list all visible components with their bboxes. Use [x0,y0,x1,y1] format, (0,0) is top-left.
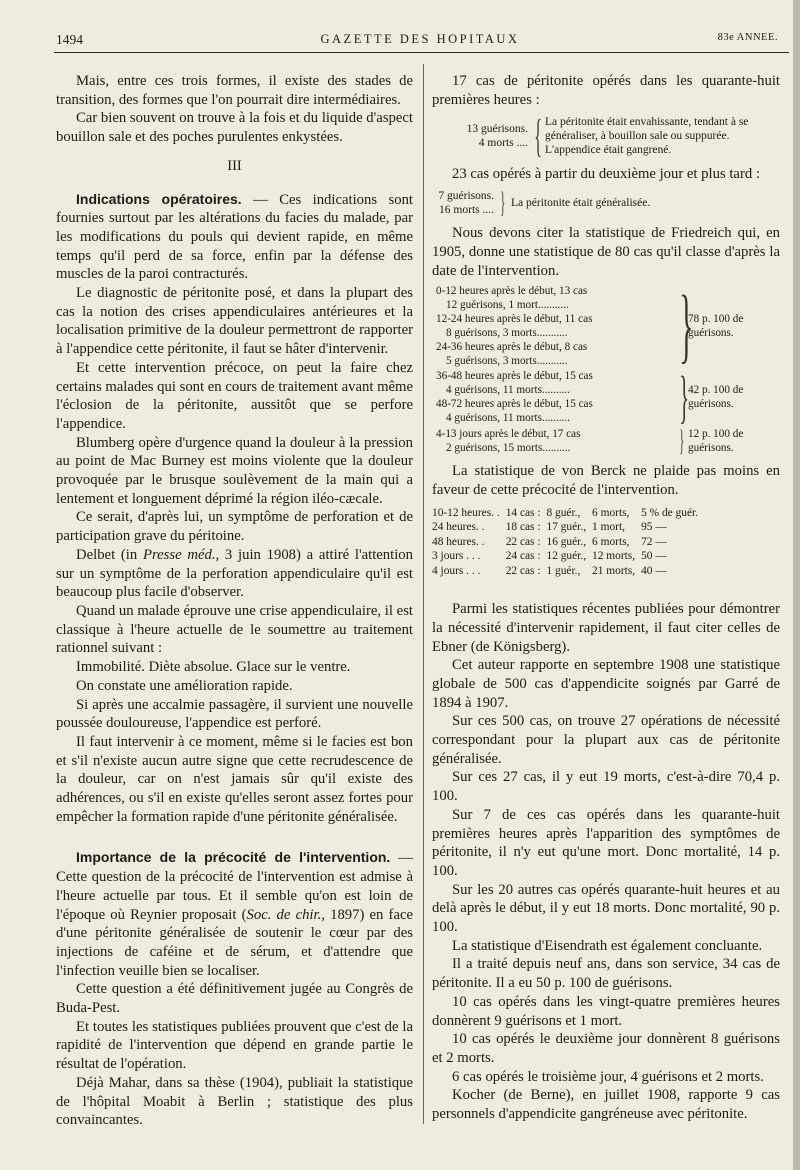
berck-table [432,506,704,579]
paragraph: Mais, entre ces trois formes, il existe des stades de transition, des formes que l'on pourrait dire intermédiaires. [56,73,413,108]
friedreich-table [432,279,780,458]
paragraph: Et cette intervention précoce, on peut la faire chez certains malades qui sont en cours de traitement avant même l'éclosion de la péritonite, aussitôt que se perfore l'appendice. [56,359,413,432]
paragraph-title: Indications opératoires. [76,190,242,207]
stat-label: 13 guérisons. [466,123,528,136]
stat-note: La péritonite était généralisée. [511,197,651,210]
table-row: 24 heures. . 18 cas : 17 guér., 1 mort, 95 — [432,521,667,534]
table-row: 8 guérisons, 3 morts........... [446,327,568,340]
paragraph: Si après une accalmie passagère, il survient une nouvelle poussée douloureuse, l'appendice est perforé. [56,696,413,732]
paragraph: Il a traité depuis neuf ans, dans son service, 34 cas de péritonite. Il a eu 50 p. 100 de guérisons. [432,956,780,992]
group-result: 78 p. 100 de guérisons. [688,313,744,340]
group-result: 42 p. 100 de guérisons. [688,384,744,411]
paragraph: Delbet (in Presse méd., 3 juin 1908) a attiré l'attention sur un symptôme de la perforation appendiculaire qu'il est beaucoup plus facile d'observer. [56,546,413,601]
paragraph: La statistique de von Berck ne plaide pas moins en faveur de cette précocité de l'intervention. [432,463,780,498]
table-row: 48-72 heures après le début, 15 cas [436,398,593,411]
paragraph: Quand un malade éprouve une crise appendiculaire, il est classique à l'heure actuelle de le soumettre au traitement rationnel suivant : [56,602,413,657]
table-row: 12-24 heures après le début, 11 cas [436,313,593,326]
paragraph: Car bien souvent on trouve à la fois et du liquide d'aspect bouillon sale et des poches purulentes enkystées. [56,110,413,146]
paragraph: Ce serait, d'après lui, un symptôme de perforation et de participation grave du péritoine. [56,509,413,545]
table-row: 4 guérisons, 11 morts.......... [446,412,570,425]
paragraph: 10 cas opérés le deuxième jour donnèrent 8 guérisons et 2 morts. [432,1031,780,1066]
citation: Soc. de chir. [246,906,322,923]
table-row: 36-48 heures après le début, 15 cas [436,370,593,383]
paragraph: La statistique d'Eisendrath est également concluante. [452,937,763,954]
table-row: 4-13 jours après le début, 17 cas [436,428,581,441]
paragraph: Sur ces 500 cas, on trouve 27 opérations de nécessité correspondant pour la plupart aux cas de péritonite généralisée. [432,713,780,767]
brace-icon: } [679,424,685,458]
page-edge [793,0,800,1170]
paragraph: Kocher (de Berne), en juillet 1908, rapporte 9 cas personnels d'appendicite gangréneuse avec péritonite. [432,1087,780,1123]
paragraph: 23 cas opérés à partir du deuxième jour et plus tard : [452,166,760,183]
paragraph: Il faut intervenir à ce moment, même si le facies est bon et s'il n'existe aucun autre signe que cette recrudescence de la douleur, car on n'est jamais sûr qu'il existe des adhérences, ou s'il en existe qu'elles seront assez fortes pour empêcher la formation rapide d'une péritonite généralisée. [56,733,413,825]
braced-statistic [432,188,780,218]
table-row: 48 heures. . 22 cas : 16 guér., 6 morts, 72 — [432,535,667,548]
table-row: 10-12 heures. . 14 cas : 8 guér., 6 morts, 5 % de guér. [432,506,699,519]
right-column [432,72,780,1124]
paragraph: Nous devons citer la statistique de Friedreich qui, en 1905, donne une statistique de 80 cas qu'il classe d'après la date de l'intervention. [432,225,780,279]
paragraph: Déjà Mahar, dans sa thèse (1904), publiait la statistique de l'hôpital Moabit à Berlin ; statistique des plus convaincantes. [56,1074,413,1129]
journal-year: 83e ANNEE. [717,32,778,43]
table-group [432,426,780,456]
paragraph: Le diagnostic de péritonite posé, et dans la plupart des cas la notion des crises appendiculaires antérieures et la localisation primitive de la douleur permettront de rapporter à l'appendice cette péritonite, il faut se hâter d'intervenir. [56,285,413,358]
group-result: 12 p. 100 de guérisons. [688,428,744,455]
brace-icon: } [500,186,506,220]
left-column [56,72,413,1130]
paragraph: Sur 7 de ces cas opérés dans les quarante-huit premières heures après l'apparition des symptômes de péritonite, il n'y eut qu'une mort. Donc mortalité, 14 p. 100. [432,806,780,879]
paragraph: Cette question a été définitivement jugée au Congrès de Buda-Pest. [56,981,413,1017]
paragraph: Sur ces 27 cas, il y eut 19 morts, c'est-à-dire 70,4 p. 100. [432,769,780,805]
paragraph: Indications opératoires. — Ces indications sont fournies surtout par les altérations du facies du malade, par les modifications du pouls qui devient rapide, en même temps qu'il perd de sa force, enfin par la défense des muscles de la paroi contracturés. [56,190,413,283]
stat-label: 7 guérisons. [438,190,494,203]
table-row: 4 guérisons, 11 morts.......... [446,384,570,397]
stat-label: 4 morts .... [478,137,528,150]
citation: Presse méd. [142,546,216,563]
table-row: 5 guérisons, 3 morts........... [446,355,568,368]
braced-statistic [432,110,780,162]
table-group [432,364,780,430]
paragraph: Cet auteur rapporte en septembre 1908 une statistique globale de 500 cas d'appendicite soignés par Garré de 1894 à 1907. [432,657,780,711]
table-row: 0-12 heures après le début, 13 cas [436,285,588,298]
paragraph: On constate une amélioration rapide. [76,677,293,694]
page-number: 1494 [56,32,83,47]
paragraph: Et toutes les statistiques publiées prouvent que c'est de la rapidité de l'intervention que dépend en grande partie le résultat de l'opération. [56,1018,413,1073]
table-row: 2 guérisons, 15 morts.......... [446,442,571,455]
running-header [56,30,784,52]
paragraph: Immobilité. Diète absolue. Glace sur le ventre. [76,659,351,676]
table-group [432,279,780,373]
brace-icon: { [534,110,542,162]
stat-label: 16 morts .... [439,204,494,217]
paragraph: Blumberg opère d'urgence quand la douleur à la pression au point de Mac Burney est moins violente que la douleur provoquée par le brusque soulèvement de la main qui a lentement et longuement déprimé la région iléo-cæcale. [56,434,413,507]
section-number: III [227,157,242,174]
header-rule [54,52,789,53]
paragraph-title: Importance de la précocité de l'intervention. [76,849,391,866]
brace-icon: } [679,364,689,430]
table-row: 12 guérisons, 1 mort........... [446,299,569,312]
paragraph: 10 cas opérés dans les vingt-quatre premières heures donnèrent 9 guérisons et 1 mort. [432,993,780,1029]
paragraph: 17 cas de péritonite opérés dans les quarante-huit premières heures : [432,73,780,108]
journal-title: GAZETTE DES HOPITAUX [320,32,520,46]
column-divider [423,64,424,1124]
paragraph: 6 cas opérés le troisième jour, 4 guérisons et 2 morts. [452,1068,764,1085]
brace-icon: } [679,279,694,373]
paragraph: Sur les 20 autres cas opérés quarante-huit heures et au delà après le début, il y eut 18 morts. Donc mortalité, 90 p. 100. [432,881,780,936]
table-row: 24-36 heures après le début, 8 cas [436,341,588,354]
stat-note: La péritonite était envahissante, tendant à se généraliser, à bouillon sale ou suppurée. L'appendice était gangrené. [545,116,749,157]
paragraph: Parmi les statistiques récentes publiées pour démontrer la nécessité d'intervenir rapidement, il faut citer celles de Ebner (de Königsberg). [432,601,780,655]
table-row: 4 jours . . . 22 cas : 1 guér., 21 morts, 40 — [432,564,667,577]
table-row: 3 jours . . . 24 cas : 12 guér., 12 morts, 50 — [432,550,667,563]
paragraph: Importance de la précocité de l'intervention. — Cette question de la précocité de l'intervention est admise à l'heure actuelle par tous. Et il semble qu'on est loin de l'époque où Reynier proposait (Soc. de chir., 1897) en face d'une péritonite généralisée de soutenir le cœur par des injections de caféine et de sérum, et d'attendre que l'infection veuille bien se localiser. [56,849,414,979]
